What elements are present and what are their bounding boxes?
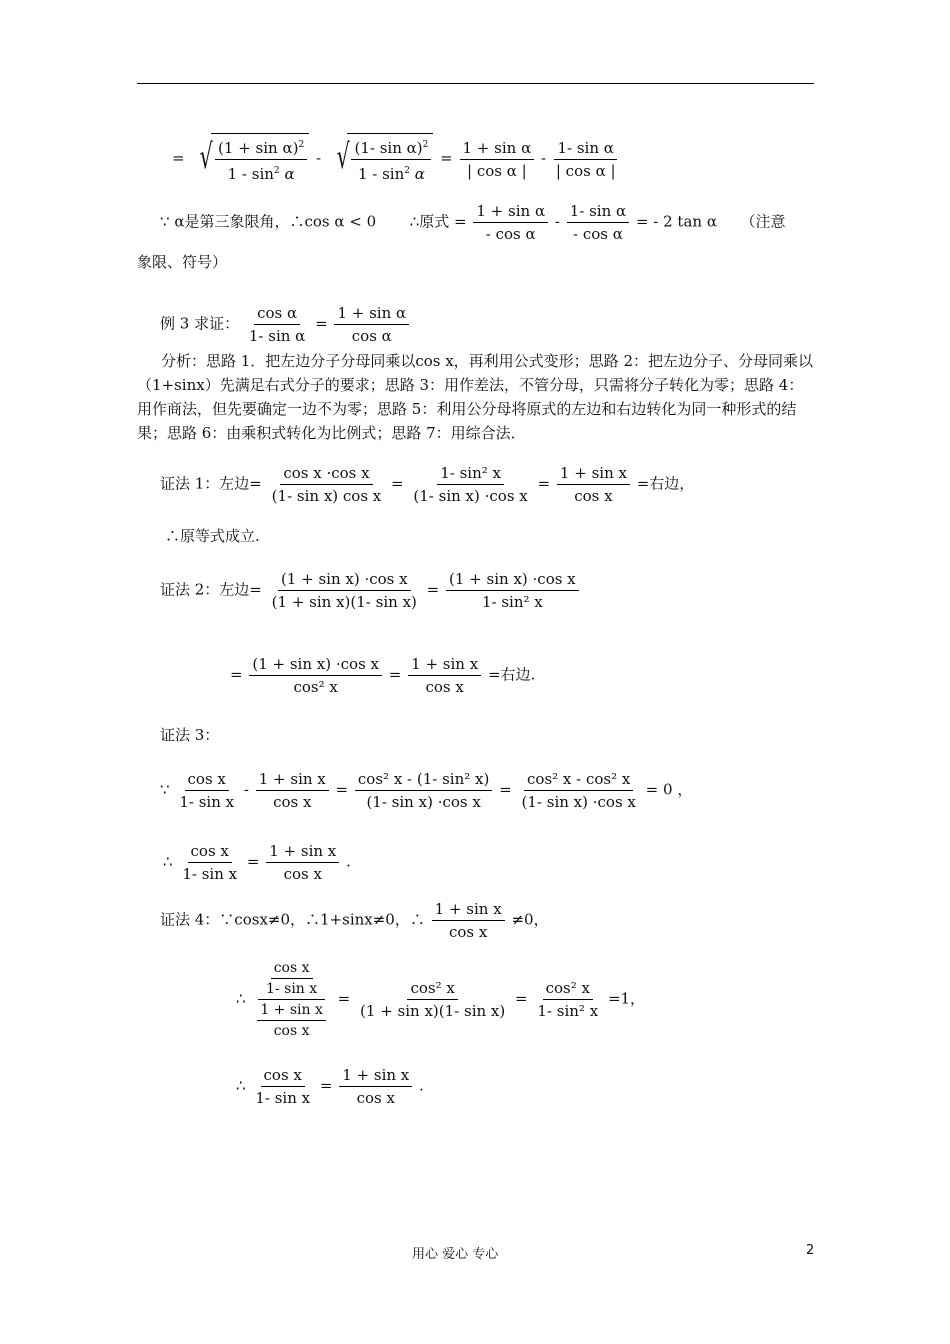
frac-p3-c2: $\frac{\text{1 + sin x}}{\text{cos x}}$ (266, 840, 339, 885)
proof-2: 证法 2：左边= $\frac{\text{(1 + sin x) ·cos x}}{\text{(1 + sin x)(1- sin x)}}$ = $\frac{\text{(1 + sin x) ·cos x}}{\text{1- sin² x}}$ (160, 568, 581, 613)
proof-4-line-3: ∴ $\frac{\text{cos x}}{\text{1- sin x}}$ = $\frac{\text{1 + sin x}}{\text{cos x}}$ . (236, 1066, 424, 1107)
note-continuation: 象限、符号） (137, 253, 228, 271)
proof-3-label: 证法 3： (160, 726, 220, 744)
frac-p4-c2: $\frac{\text{1 + sin x}}{\text{cos x}}$ (339, 1064, 412, 1109)
frac-p4-compound: $\frac{\frac{\text{cos x}}{\text{1- sin x}}}{\frac{\text{1 + sin x}}{\text{cos x}}}$ (252, 958, 331, 1041)
frac-p3-3: $\frac{\text{cos² x - (1- sin² x)}}{\text{(1- sin x) ·cos x}}$ (355, 768, 492, 813)
proof-1-label: 证法 1：左边= (160, 474, 262, 493)
frac-p4-c1: $\frac{\text{cos x}}{\text{1- sin x}}$ (255, 1066, 311, 1107)
page-number: 2 (806, 1243, 815, 1258)
footer-motto: 用心 爱心 专心 (412, 1247, 499, 1262)
proof-1-conclusion: ∴原等式成立. (165, 527, 260, 545)
frac-p2-1: $\frac{\text{(1 + sin x) ·cos x}}{\text{(1 + sin x)(1- sin x)}}$ (271, 570, 417, 611)
frac-2-1: $\frac{\text{1 + sin α}}{\text{- cos α}}$ (473, 200, 548, 245)
frac-p1-1: $\frac{\text{cos x ·cos x}}{\text{(1- sin x) cos x}}$ (271, 464, 382, 505)
proof-2-continued: = $\frac{\text{(1 + sin x) ·cos x}}{\text{cos² x}}$ = $\frac{\text{1 + sin x}}{\text{cos x}}$ =右边. (230, 655, 536, 696)
frac-p1-3: $\frac{\text{1 + sin x}}{\text{cos x}}$ (557, 462, 630, 507)
proof-1: 证法 1：左边= $\frac{\text{cos x ·cos x}}{\text{(1- sin x) cos x}}$ = $\frac{\text{1- sin² x}}{\text{(1- sin x) ·cos x}}$ = $\frac{\text{1 + sin x}}{\text{cos x}}$ =右边， (160, 464, 695, 505)
proof-3-line-1: ∵ $\frac{\text{cos x}}{\text{1- sin x}}$ - $\frac{\text{1 + sin x}}{\text{cos x}}$ = $\frac{\text{cos² x - (1- sin² x)}}{\text{(1- sin x) ·cos x}}$ = $\frac{\text{cos² x - cos² x}}{\text{(1- sin x) ·cos x}}$ = 0 ， (160, 770, 693, 811)
quadrant-text: α是第三象限角，∴cos α < 0 (174, 212, 377, 231)
frac-p2-2: $\frac{\text{(1 + sin x) ·cos x}}{\text{1- sin² x}}$ (446, 568, 579, 613)
proof-3-line-2: ∴ $\frac{\text{cos x}}{\text{1- sin x}}$ = $\frac{\text{1 + sin x}}{\text{cos x}}$ . (163, 842, 351, 883)
sqrt-2: √ $\frac{(1- \sin \alpha)^2}{1 - \sin^2 \alpha}$ (328, 133, 434, 185)
proof-4-line-1: 证法 4：∵cosx≠0，∴1+sinx≠0，∴ $\frac{\text{1 + sin x}}{\text{cos x}}$ ≠0， (160, 900, 549, 941)
frac-2-2: $\frac{\text{1- sin α}}{\text{- cos α}}$ (567, 200, 629, 245)
frac-1-3: $\frac{\text{1 + sin α}}{\text{| cos α |}}$ (460, 137, 535, 182)
header-rule (137, 83, 814, 84)
equals: = (172, 149, 185, 167)
frac-p4-r2: $\frac{\text{cos² x}}{\text{1- sin² x}}$ (537, 979, 599, 1020)
frac-p3-4: $\frac{\text{cos² x - cos² x}}{\text{(1- sin x) ·cos x}}$ (521, 770, 636, 811)
frac-p2-3: $\frac{\text{(1 + sin x) ·cos x}}{\text{cos² x}}$ (249, 653, 382, 698)
frac-p2-4: $\frac{\text{1 + sin x}}{\text{cos x}}$ (408, 653, 481, 698)
example-3: 例 3 求证： $\frac{\text{cos α}}{\text{1- sin α}}$ = $\frac{\text{1 + sin α}}{\text{cos α}}$ (160, 302, 411, 347)
proof-4-label: 证法 4：∵cosx≠0，∴1+sinx≠0，∴ (160, 910, 425, 929)
frac-sqrt-2: $\frac{(1- \sin \alpha)^2}{1 - \sin^2 \alpha}$ (351, 134, 431, 185)
frac-ex3-lhs: $\frac{\text{cos α}}{\text{1- sin α}}$ (248, 304, 306, 345)
frac-p3-c1: $\frac{\text{cos x}}{\text{1- sin x}}$ (182, 842, 238, 883)
frac-p4-p: $\frac{\text{1 + sin x}}{\text{cos x}}$ (432, 898, 505, 943)
frac-p3-2: $\frac{\text{1 + sin x}}{\text{cos x}}$ (256, 768, 329, 813)
formula-line-1: = √ $\frac{(1 + \sin \alpha)^2}{1 - \sin^2 \alpha}$ - √ $\frac{(1- \sin \alpha)^2}{1 - \sin^2 \alpha}$ = $\frac{\text{1 + sin α}}{\text{| cos α |}}$ - $\frac{\text{1- sin α}}{\text{| cos α |}}$ (172, 133, 621, 185)
analysis-paragraph: 分析：思路 1．把左边分子分母同乘以cos x，再利用公式变形；思路 2：把左边分子、分母同乘以（1+sinx）先满足右式分子的要求；思路 3：用作差法，不管分母，只需将分子转化为零；思路 4：用作商法，但先要确定一边不为零；思路 5：利用公分母将原式的左边和右边转化为同一种形式的结果；思路 6：由乘积式转化为比例式；思路 7：用综合法． (137, 352, 813, 442)
frac-ex3-rhs: $\frac{\text{1 + sin α}}{\text{cos α}}$ (334, 302, 409, 347)
frac-1-4: $\frac{\text{1- sin α}}{\text{| cos α |}}$ (555, 138, 616, 180)
frac-p1-2: $\frac{\text{1- sin² x}}{\text{(1- sin x) ·cos x}}$ (413, 464, 528, 505)
frac-p3-1: $\frac{\text{cos x}}{\text{1- sin x}}$ (179, 770, 235, 811)
example-label: 例 3 求证： (160, 314, 240, 333)
proof-4-line-2: ∴ $\frac{\frac{\text{cos x}}{\text{1- sin x}}}{\frac{\text{1 + sin x}}{\text{cos x}}}$ = $\frac{\text{cos² x}}{\text{(1 + sin x)(1- sin x)}}$ = $\frac{\text{cos² x}}{\text{1- sin² x}}$ =1， (236, 960, 646, 1039)
note-text: （注意 (740, 212, 786, 231)
frac-p4-r1: $\frac{\text{cos² x}}{\text{(1 + sin x)(1- sin x)}}$ (360, 979, 506, 1020)
formula-line-2: ∵ α是第三象限角，∴cos α < 0 ∴原式 = $\frac{\text{1 + sin α}}{\text{- cos α}}$ - $\frac{\text{1- sin α}}{\text{- cos α}}$ = - 2 tan α （注意 (160, 202, 786, 243)
proof-2-label: 证法 2：左边= (160, 580, 262, 599)
sqrt-1: √ $\frac{(1 + \sin \alpha)^2}{1 - \sin^2 \alpha}$ (191, 133, 309, 185)
frac-sqrt-1: $\frac{(1 + \sin \alpha)^2}{1 - \sin^2 \alpha}$ (215, 134, 307, 185)
